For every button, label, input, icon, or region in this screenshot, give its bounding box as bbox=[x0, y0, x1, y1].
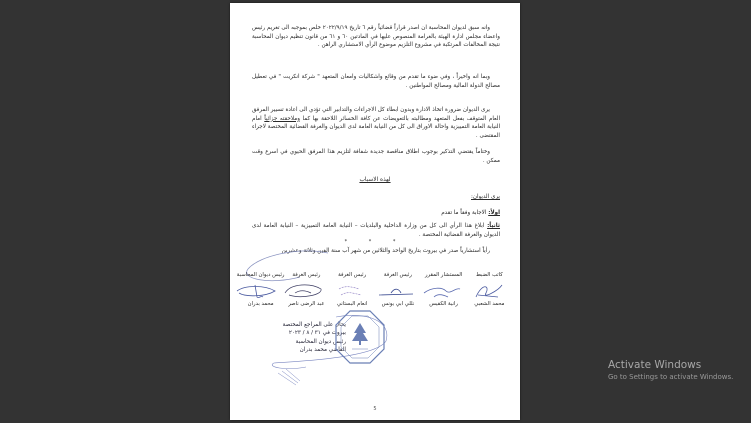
signature-title: رئيس ديوان المحاسبة bbox=[236, 272, 285, 278]
signature-name: رانية الكفيس bbox=[429, 301, 458, 307]
signature-block bbox=[334, 272, 371, 307]
paragraph-4-text: وختاماً يقتضي التذكير بوجوب اطلاق مناقصة جديدة شفافة لتلزيم هذا المرفق الحيوي في اسرع وقت ممكن . bbox=[252, 149, 500, 164]
clause-second-label: ثانياً: bbox=[487, 223, 500, 229]
handwritten-signature bbox=[288, 281, 325, 301]
section-heading: لهذه الاسباب bbox=[359, 177, 391, 183]
signature-title: رئيس الغرفة bbox=[338, 272, 367, 278]
signature-block bbox=[379, 272, 416, 307]
clause-second-text: ابلاغ هذا الرأي الى كل من وزارة الداخلية والبلديات – النيابة العامة التمييزية – النيابة العامة لدى الديوان والغرفة القضائية المختصة . bbox=[252, 223, 500, 238]
signature-name: محمد بدران bbox=[247, 301, 274, 307]
signatures-row bbox=[236, 272, 508, 307]
signature-block bbox=[471, 272, 508, 307]
referral-name: القاضي محمد بدران bbox=[299, 347, 346, 354]
paragraph-1 bbox=[252, 24, 500, 50]
clause-first bbox=[252, 209, 500, 218]
opinion-intro bbox=[252, 193, 500, 202]
paragraph-3-rest: امام النيابة العامة التمييزية واحالة الاوراق الى كل من النيابة العامة لدى الديوان bbox=[252, 115, 501, 131]
signature-name: انعام البستاني bbox=[336, 301, 368, 307]
signature-title: كاتب الضبط bbox=[475, 272, 503, 278]
referral-line: يحال على المراجع المختصة bbox=[282, 322, 346, 328]
paragraph-1-text: وانه سبق لديوان المحاسبة ان اصدر قراراً قضائياً رقم ٦ تاريخ ٢٠٢٢/٩/١٩ خلص بموجبه الى تغريم رئيس واعضاء مجلس ادارة الهيئة بالغرامة المنصوص عليها في المادتين ٦٠ و ٦١ من قانون تنظيم ديوان المحاسبة نتيجة المخالفات المرتكبة في مشروع التلزيم موضوع الرأي الاستشاري الراهن . bbox=[252, 25, 500, 49]
separator-stars: * * * bbox=[344, 239, 406, 245]
signature-title: المستشار المقرر bbox=[424, 272, 463, 278]
watermark-subtitle: Go to Settings to activate Windows. bbox=[608, 373, 734, 381]
closing-text: رأياً استشارياً صدر في بيروت بتاريخ الواحد والثلاثين من شهر آب سنة الفين وثلاثة وعشرين bbox=[281, 248, 490, 254]
handwritten-signature bbox=[334, 281, 371, 301]
handwritten-signature bbox=[425, 281, 462, 301]
activate-windows-watermark bbox=[608, 358, 733, 382]
handwritten-signature bbox=[242, 281, 279, 301]
paragraph-3-underlined: وملاحقته جزائياً bbox=[264, 115, 300, 122]
opinion-intro-text: يرى الديوان: bbox=[471, 194, 500, 200]
paragraph-2-text: وبما انه واخيراً ، وفي ضوء ما تقدم من وقائع واشكاليات وامعان المتعهد " شركة انكريت " في تعطيل مصالح الدولة المالية ومصالح المواطنين . bbox=[252, 74, 500, 89]
signature-block bbox=[425, 272, 462, 307]
document-page bbox=[230, 3, 520, 420]
paragraph-3-end: والغرفة القضائية المختصة لاجراء المقتضى . bbox=[252, 124, 500, 139]
signature-title: رئيس الغرفة bbox=[292, 272, 321, 278]
paragraph-2 bbox=[252, 73, 500, 90]
clause-first-label: اولاً: bbox=[488, 210, 500, 216]
handwritten-signature bbox=[379, 281, 416, 301]
signature-block bbox=[236, 272, 285, 307]
watermark-title: Activate Windows bbox=[608, 359, 702, 371]
page-number: 5 bbox=[373, 406, 377, 412]
signature-name: نللي ابي يونس bbox=[381, 301, 415, 307]
paragraph-3 bbox=[252, 106, 500, 140]
clause-first-text: الاجابة وفقاً ما تقدم bbox=[441, 210, 487, 216]
referral-title: رئيس ديوان المحاسبة bbox=[295, 338, 346, 345]
handwritten-signature bbox=[471, 281, 508, 301]
clause-second bbox=[252, 222, 500, 239]
signature-name: عبد الرضى ناصر bbox=[288, 301, 325, 307]
signature-block bbox=[288, 272, 325, 307]
signature-name: محمد الشعبي bbox=[474, 301, 505, 307]
paragraph-3-text: يرى الديوان ضرورة اتخاذ الادارة وبدون ابطاء كل الاجراءات والتدابير التي تؤدي الى اعادة تسيير المرفق العام المتوقف بفعل المتعهد ومطالبته بالتعويضات عن كافة الخسائر اللاحقة بها كما bbox=[252, 107, 501, 122]
referral-date: بيروت في ٣١ / ٨ / ٢٠٢٣ bbox=[288, 330, 346, 337]
signature-title: رئيس الغرفة bbox=[383, 272, 412, 278]
official-seal-icon bbox=[334, 309, 386, 365]
paragraph-4 bbox=[252, 148, 500, 165]
